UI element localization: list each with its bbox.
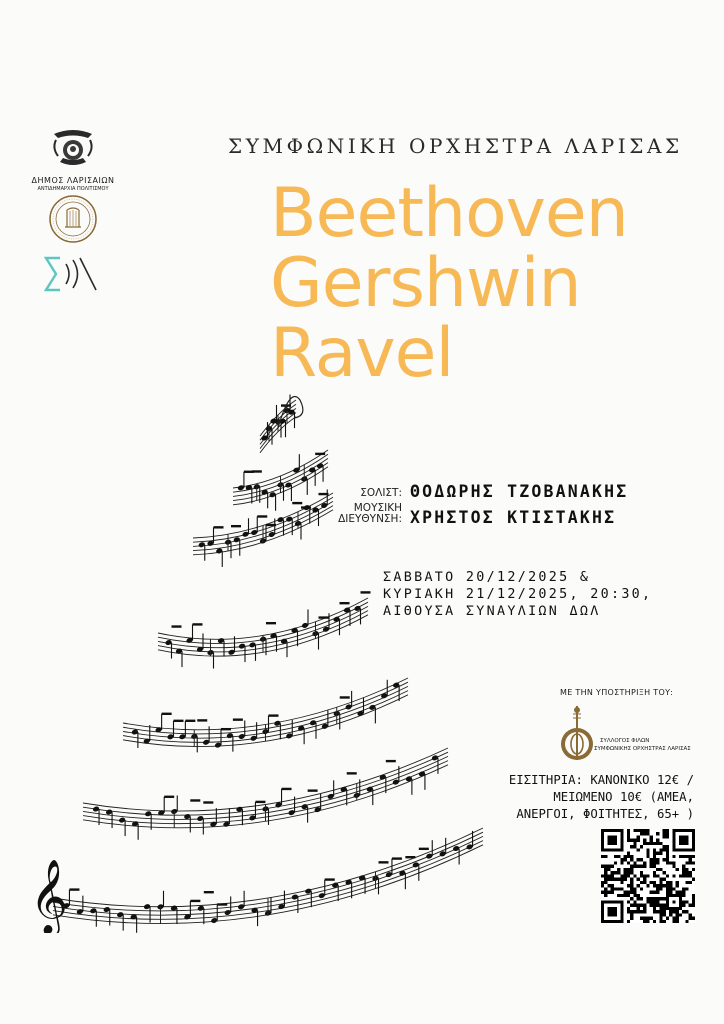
- orchestra-seal-icon: [48, 194, 98, 244]
- municipality-subtitle: ΑΝΤΙΔΗΜΑΡΧΙΑ ΠΟΛΙΤΙΣΜΟΥ: [37, 186, 109, 192]
- orchestra-title: ΣΥΜΦΩΝΙΚΗ ΟΡΧΗΣΤΡΑ ΛΑΡΙΣΑΣ: [228, 134, 683, 158]
- support-label: ΜΕ ΤΗΝ ΥΠΟΣΤΗΡΙΞΗ ΤΟΥ:: [560, 688, 674, 697]
- sigma-sound-icon: [44, 256, 100, 292]
- event-date: ΣΑΒΒΑΤΟ 20/12/2025 &: [383, 570, 591, 585]
- ticket-info: ΕΙΣΙΤΗΡΙΑ: ΚΑΝΟΝΙΚΟ 12€ /: [508, 773, 694, 787]
- event-venue: ΑΙΘΟΥΣΑ ΣΥΝΑΥΛΙΩΝ ΔΩΛ: [383, 604, 601, 619]
- conductor-label: ΜΟΥΣΙΚΗ: [353, 502, 402, 514]
- soloist-label: ΣΟΛΙΣΤ:: [360, 487, 402, 499]
- friends-org-name: ΣΥΛΛΟΓΟΣ ΦΙΛΩΝ: [600, 738, 650, 744]
- violin-logo-icon: [555, 704, 599, 764]
- ticket-info: ΑΝΕΡΓΟΙ, ΦΟΙΤΗΤΕΣ, 65+ ): [516, 807, 694, 821]
- municipality-name: ΔΗΜΟΣ ΛΑΡΙΣΑΙΩΝ: [31, 176, 115, 185]
- conductor-label: ΔΙΕΥΘΥΝΣΗ:: [338, 513, 402, 525]
- qr-code[interactable]: [601, 829, 695, 923]
- friends-org-name: ΣΥΜΦΩΝΙΚΗΣ ΟΡΧΗΣΤΡΑΣ ΛΑΡΙΣΑΣ: [594, 746, 691, 752]
- municipality-logo: [30, 128, 116, 192]
- composer-name: Ravel: [270, 314, 454, 393]
- composer-name: Gershwin: [270, 244, 581, 323]
- composer-name: Beethoven: [270, 174, 628, 253]
- event-date: ΚΥΡΙΑΚΗ 21/12/2025, 20:30,: [383, 587, 653, 602]
- soloist-name: ΘΟΔΩΡΗΣ ΤΖΟΒΑΝΑΚΗΣ: [410, 482, 629, 501]
- conductor-name: ΧΡΗΣΤΟΣ ΚΤΙΣΤΑΚΗΣ: [410, 508, 617, 527]
- municipality-emblem-icon: [50, 128, 96, 168]
- ticket-info: ΜΕΙΩΜΕΝΟ 10€ (ΑΜΕΑ,: [553, 790, 694, 804]
- music-staff-tree-illustration: [28, 388, 498, 933]
- svg-text:𝄞: 𝄞: [30, 860, 68, 933]
